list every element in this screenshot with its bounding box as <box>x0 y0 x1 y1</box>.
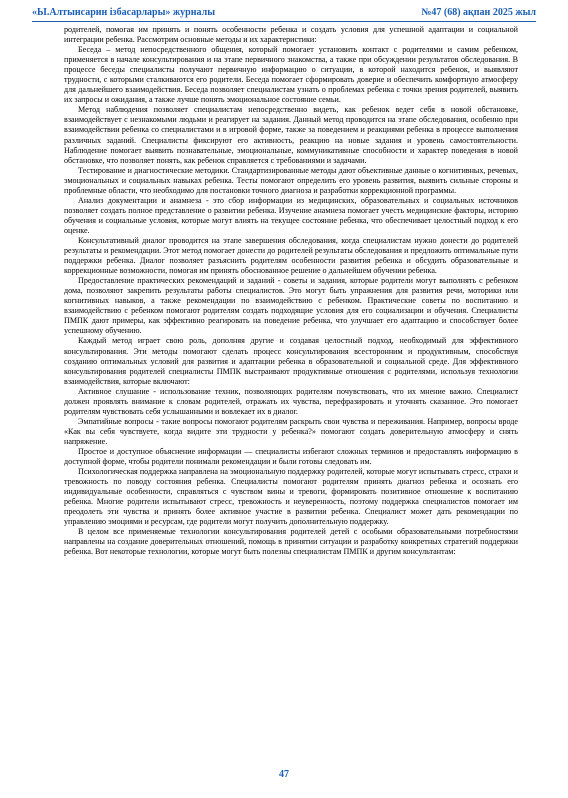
paragraph: Предоставление практических рекомендаций и заданий - советы и задания, которые родители могут выполнять с ребенком дома, позволяют закрепить результаты работы специалистов. Это могут быть упражнения для развития речи, моторики или когнитивных навыков, а также рекомендации по взаимодействию с ребенком. Практические советы по воспитанию и взаимодействию с ребенком помогают родителям создать подходящие условия для его социализации и обучения. Специалисты ПМПК дают примеры, как эффективно реагировать на поведение ребенка, что улучшает его адаптацию и способствует более успешному обучению. <box>64 276 518 336</box>
page-number: 47 <box>279 769 289 780</box>
paragraph: Консультативный диалог проводится на этапе завершения обследования, когда специалистам нужно донести до родителей результаты и рекомендации. Этот метод помогает донести до родителей результаты обследования и предложить оптимальные пути поддержки ребенка. Диалог позволяет разъяснить родителям особенности развития ребенка и обсудить образовательные и коррекционные возможности, помогая им принять обоснованное решение о дальнейшем обучении ребенка. <box>64 235 518 276</box>
paragraph: Метод наблюдения позволяет специалистам непосредственно видеть, как ребенок ведет себя в новой обстановке, взаимодействует с незнакомыми людьми и реагирует на задания. Данный метод проводится на этапе обследования, особенно при взаимодействии ребенка со специалистами и в игровой форме, также за поведением и реакциями ребенка в процессе выполнения различных заданий. Специалисты фиксируют его активность, реакцию на новые задания и уровень самостоятельности. Наблюдение помогает выявить познавательные, эмоциональные, коммуникативные способности и характер поведения в новой обстановке, что позволяет понять, как ребенок справляется с требованиями и задачами. <box>64 105 518 165</box>
header-divider <box>32 21 536 22</box>
paragraph: Тестирование и диагностические методики. Стандартизированные методы дают объективные данные о когнитивных, речевых, эмоциональных и социальных навыках ребенка. Тесты помогают определить его уровень развития, выявить сильные стороны и проблемные области, что необходимо для постановки точного диагноза и разработки коррекционной программы. <box>64 165 518 195</box>
paragraph: Эмпатийные вопросы - такие вопросы помогают родителям раскрыть свои чувства и переживания. Например, вопросы вроде «Как вы себя чувствуете, когда видите эти трудности у ребенка?» помогают создать доверительную атмосферу и снять напряжение. <box>64 416 518 446</box>
journal-title: «Ы.Алтынсарин ізбасарлары» журналы <box>32 7 216 18</box>
paragraph: Психологическая поддержка направлена на эмоциональную поддержку родителей, которые могут испытывать стресс, страхи и тревожность по поводу состояния ребенка. Специалисты помогают родителям принять диагноз ребенка и осознать его индивидуальные особенности, справляться с чувством вины и тревоги, формировать позитивное отношение к воспитанию ребенка. Многие родители испытывают стресс, тревожность и неуверенность, поэтому поддержка специалистов помогает им преодолеть эти чувства и принять более активное участие в развитии ребенка. Специалист может дать рекомендации по управлению эмоциями и ресурсам, где родители могут получить дополнительную поддержку. <box>64 467 518 527</box>
paragraph: Активное слушание - использование техник, позволяющих родителям почувствовать, что их мнение важно. Специалист должен проявлять внимание к словам родителей, отражать их чувства, перефразировать и уточнять сказанное. Это помогает родителям чувствовать себя услышанными и вовлекает их в диалог. <box>64 386 518 416</box>
article-body <box>64 25 518 760</box>
paragraph: Беседа – метод непосредственного общения, который помогает установить контакт с родителями и самим ребенком, применяется в начале консультирования и на этапе первичного знакомства, а также при обсуждении результатов обследования. В процессе беседы специалисты получают первичную информацию о ситуации, в которой находится ребенок, и выявляют трудности, с которыми сталкиваются его родители. Беседа помогает сформировать доверие и обеспечить комфортную атмосферу для дальнейшего взаимодействия. Беседа позволяет специалистам узнать о проблемах ребенка с точки зрения родителей, выявить их запросы и ожидания, а также лучше понять эмоциональное состояние семьи. <box>64 45 518 105</box>
issue-info: №47 (68) ақпан 2025 жыл <box>421 7 536 18</box>
paragraph: родителей, помогая им принять и понять особенности ребенка и создать условия для успешной адаптации и социальной интеграции ребенка. Рассмотрим основные методы и их характеристики: <box>64 25 518 45</box>
paragraph: Простое и доступное объяснение информации — специалисты избегают сложных терминов и предоставлять информацию в доступной форме, чтобы родители понимали рекомендации и были готовы следовать им. <box>64 446 518 467</box>
paragraph: В целом все применяемые технологии консультирования родителей детей с особыми образовательными потребностями направлены на создание доверительных отношений, помощь в принятии ситуации и разработку конкретных стратегий поддержки ребенка. Вот некоторые технологии, которые могут быть полезны специалистам ПМПК и другим консультантам: <box>64 527 518 557</box>
paragraph: Анализ документации и анамнеза - это сбор информации из медицинских, образовательных и социальных источников позволяет создать полное представление о развитии ребенка. Изучение анамнеза помогает учесть медицинские факторы, историю обучения и социальные условия, которые могут влиять на текущее состояние ребенка, что обеспечивает целостный подход к его оценке. <box>64 195 518 235</box>
paragraph: Каждый метод играет свою роль, дополняя другие и создавая целостный подход, необходимый для эффективного консультирования. Эти методы помогают сделать процесс консультирования всесторонним и продуктивным, способствуя созданию оптимальных условий для развития и адаптации ребенка в образовательной и социальной среде. Для эффективного консультирования родителей специалисты ПМПК выстраивают продуктивные отношения с родителями, используя технологии взаимодействия, которые включают: <box>64 336 518 386</box>
